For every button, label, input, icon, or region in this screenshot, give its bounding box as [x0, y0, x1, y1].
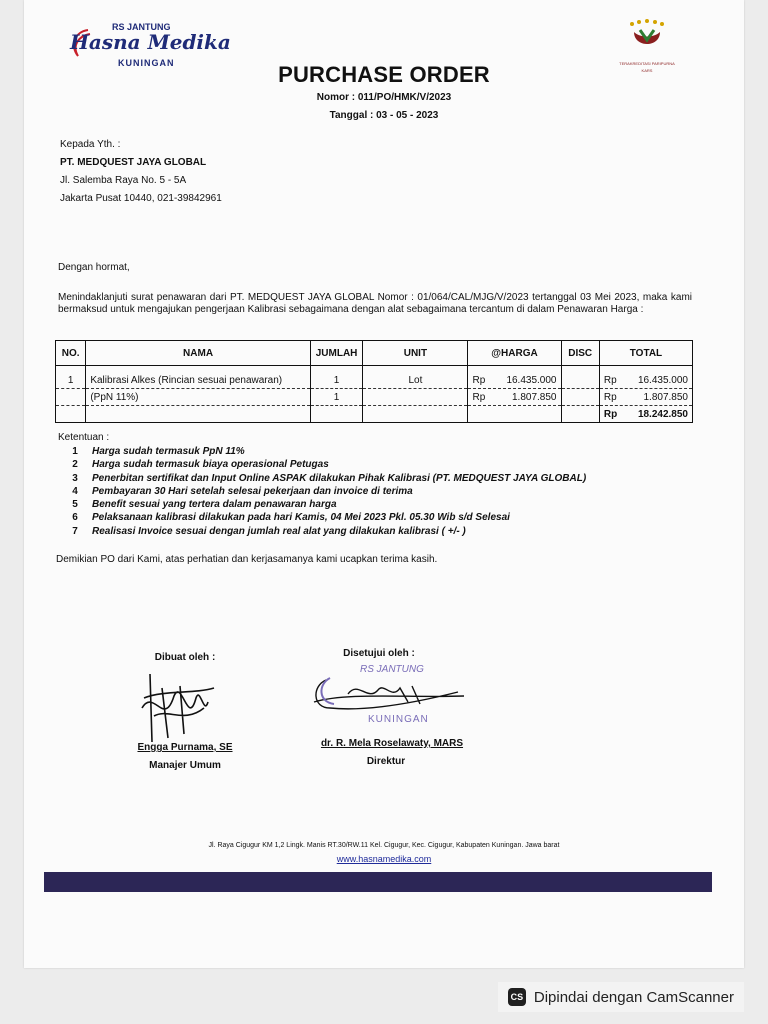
terms-block	[58, 432, 586, 538]
closing-sentence: Demikian PO dari Kami, atas perhatian dan kerjasamanya kami ucapkan terima kasih.	[56, 554, 438, 565]
recipient-address-line-1: Jl. Salemba Raya No. 5 - 5A	[60, 175, 187, 186]
term-text: Harga sudah termasuk biaya operasional Petugas	[92, 459, 329, 471]
term-text: Harga sudah termasuk PpN 11%	[92, 446, 245, 457]
terms-title: Ketentuan :	[58, 432, 110, 443]
column-header: @HARGA	[468, 341, 561, 366]
recipient-block	[60, 136, 222, 208]
term-item	[58, 498, 586, 511]
empty-cell	[86, 406, 310, 423]
po-date: Tanggal : 03 - 05 - 2023	[329, 110, 439, 121]
empty-cell	[468, 406, 561, 423]
empty-cell	[561, 406, 599, 423]
total-value: 1.807.850	[643, 391, 688, 403]
term-text: Realisasi Invoice sesuai dengan jumlah real alat yang dilakukan kalibrasi ( +/- )	[92, 525, 466, 537]
approval-stamp	[308, 662, 468, 730]
cell-nama: Kalibrasi Alkes (Rincian sesuai penawaran)	[86, 366, 310, 389]
cell-unit	[363, 389, 468, 406]
signature-right-name: dr. R. Mela Roselawaty, MARS	[320, 738, 464, 749]
empty-cell	[310, 406, 363, 423]
total-value: 16.435.000	[637, 374, 688, 386]
term-number: 4	[72, 485, 78, 497]
accreditation-emblem-icon	[624, 18, 670, 54]
term-number: 1	[72, 446, 78, 457]
column-header: JUMLAH	[310, 341, 363, 366]
column-header: DISC	[561, 341, 599, 366]
empty-cell	[363, 406, 468, 423]
currency-label: Rp	[603, 408, 618, 420]
cell-unit: Lot	[363, 366, 468, 389]
grand-total-value: 18.242.850	[637, 408, 688, 420]
cell-total	[599, 366, 692, 389]
table-row	[56, 366, 693, 389]
accreditation-caption-2: KARS	[641, 68, 653, 73]
cell-nama: (PpN 11%)	[86, 389, 310, 406]
harga-value: 16.435.000	[506, 374, 557, 386]
recipient-greeting: Kepada Yth. :	[60, 139, 121, 150]
term-item	[58, 485, 586, 498]
signature-left-role: Manajer Umum	[149, 760, 221, 771]
cell-disc	[561, 366, 599, 389]
logo-main-text: Hasna Medika	[70, 30, 231, 54]
term-number: 3	[72, 472, 78, 484]
harga-value: 1.807.850	[512, 391, 557, 403]
signature-left-name: Engga Purnama, SE	[137, 742, 233, 753]
terms-list	[58, 445, 586, 538]
currency-label: Rp	[603, 374, 617, 386]
order-table	[55, 340, 693, 423]
cell-jumlah: 1	[310, 366, 363, 389]
signature-right-scribble-icon	[308, 672, 468, 716]
cell-total	[599, 389, 692, 406]
signature-left-scribble-icon	[134, 668, 224, 746]
cell-disc	[561, 389, 599, 406]
accreditation-caption: TERAKREDITASI PARIPURNA	[619, 61, 675, 66]
term-text: Pelaksanaan kalibrasi dilakukan pada hari Kamis, 04 Mei 2023 Pkl. 05.30 Wib s/d Selesai	[92, 512, 510, 524]
signature-right-label: Disetujui oleh :	[343, 648, 415, 659]
intro-paragraph: Menindaklanjuti surat penawaran dari PT. MEDQUEST JAYA GLOBAL Nomor : 01/064/CAL/MJG/V/2023 tertanggal 03 Mei 2023, maka kami bermaksud untuk mengajukan pengerjaan Kalibrasi sebagaimana dengan alat sebagaimana tercantum di dalam Penawaran Harga :	[58, 292, 692, 315]
term-item	[58, 525, 586, 538]
term-number: 2	[72, 459, 78, 471]
term-item	[58, 511, 586, 524]
currency-label: Rp	[603, 391, 617, 403]
term-text: Benefit sesuai yang tertera dalam penawaran harga	[92, 499, 337, 511]
term-text: Penerbitan sertifikat dan Input Online ASPAK dilakukan Pihak Kalibrasi (PT. MEDQUEST JAYA GLOBAL)	[92, 472, 587, 484]
document-page	[24, 0, 744, 968]
term-number: 5	[72, 499, 78, 511]
grand-total-row	[56, 406, 693, 423]
empty-cell	[56, 406, 86, 423]
cell-harga	[468, 389, 561, 406]
grand-total-cell	[599, 406, 692, 423]
camscanner-watermark	[498, 982, 744, 1012]
term-number: 6	[72, 512, 78, 524]
footer-website-link[interactable]: www.hasnamedika.com	[336, 854, 432, 864]
logo-top-text: RS JANTUNG	[112, 22, 171, 32]
salutation: Dengan hormat,	[58, 262, 130, 273]
table-header-row	[56, 341, 693, 366]
footer-band	[44, 872, 712, 892]
signature-left-label: Dibuat oleh :	[154, 652, 216, 663]
term-item	[58, 472, 586, 485]
currency-label: Rp	[472, 374, 486, 386]
stamp-bottom-text: KUNINGAN	[368, 714, 429, 725]
recipient-company: PT. MEDQUEST JAYA GLOBAL	[60, 157, 207, 168]
column-header: UNIT	[363, 341, 468, 366]
currency-label: Rp	[472, 391, 486, 403]
stamp-top-text: RS JANTUNG	[360, 664, 424, 675]
term-text: Pembayaran 30 Hari setelah selesai pekerjaan dan invoice di terima	[92, 485, 413, 497]
cell-no: 1	[56, 366, 86, 389]
column-header: NO.	[56, 341, 86, 366]
document-title: PURCHASE ORDER	[278, 62, 490, 87]
recipient-address-line-2: Jakarta Pusat 10440, 021-39842961	[60, 193, 222, 204]
signature-right-role: Direktur	[366, 756, 406, 767]
term-item	[58, 458, 586, 471]
camscanner-text: Dipindai dengan CamScanner	[533, 988, 734, 1006]
column-header: NAMA	[86, 341, 310, 366]
po-number: Nomor : 011/PO/HMK/V/2023	[316, 92, 452, 103]
term-item	[58, 445, 586, 458]
cell-harga	[468, 366, 561, 389]
camscanner-icon: CS	[508, 988, 526, 1006]
table-row	[56, 389, 693, 406]
column-header: TOTAL	[599, 341, 692, 366]
term-number: 7	[72, 525, 78, 537]
logo-bottom-text: KUNINGAN	[118, 58, 175, 68]
cell-jumlah: 1	[310, 389, 363, 406]
cell-no	[56, 389, 86, 406]
footer-address: Jl. Raya Cigugur KM 1,2 Lingk. Manis RT.30/RW.11 Kel. Cigugur, Kec. Cigugur, Kabupaten Kuningan. Jawa barat	[208, 842, 560, 849]
